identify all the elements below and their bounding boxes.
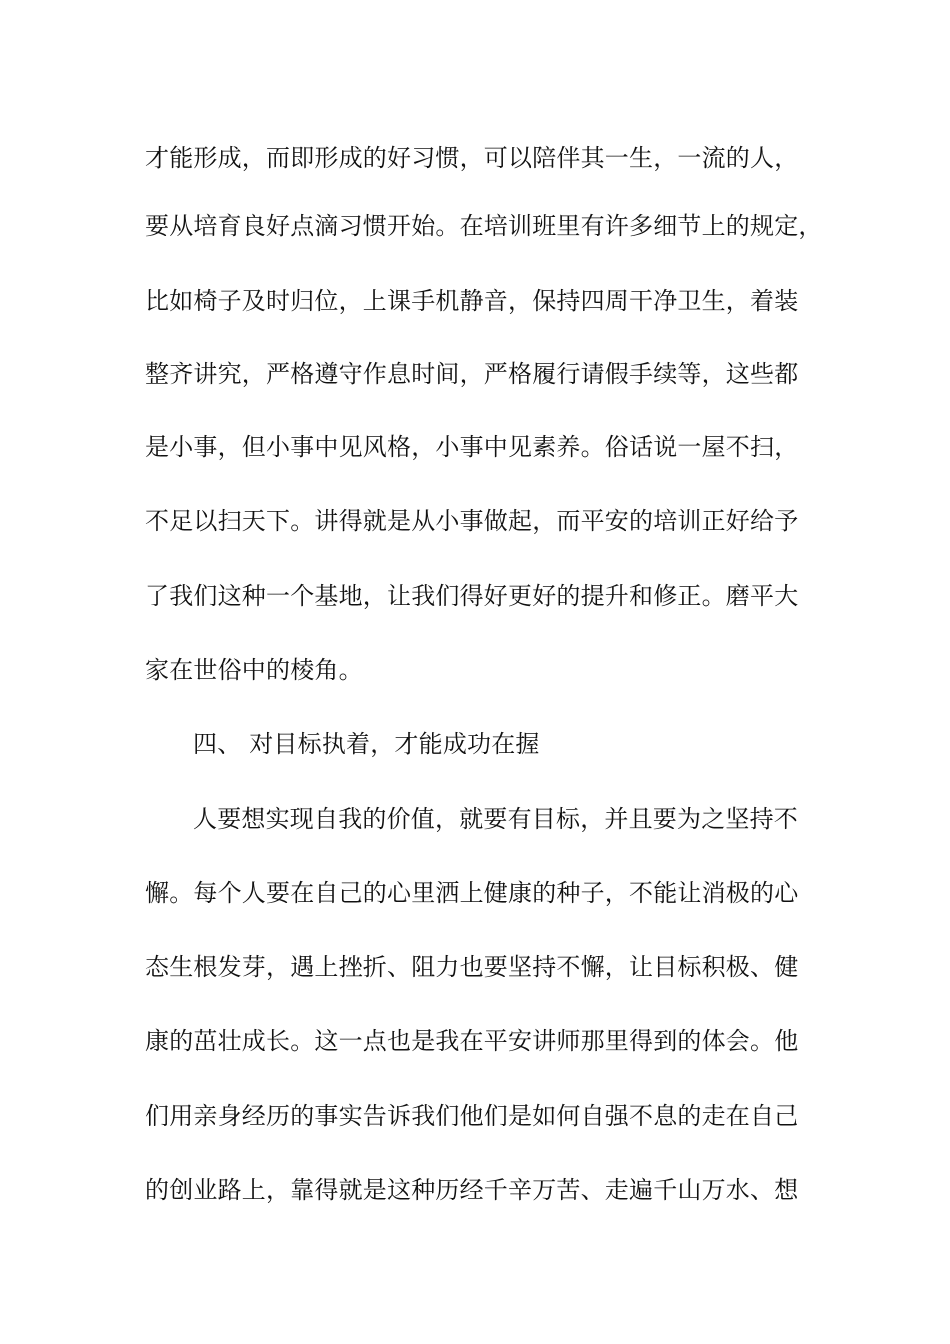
paragraph-line-12: 态生根发芽，遇上挫折、阻力也要坚持不懈，让目标积极、健	[145, 953, 799, 981]
paragraph-line-1: 才能形成，而即形成的好习惯，可以陪伴其一生，一流的人，	[145, 144, 799, 172]
paragraph-line-11: 懈。每个人要在自己的心里洒上健康的种子，不能让消极的心	[145, 879, 799, 907]
paragraph-line-14: 们用亲身经历的事实告诉我们他们是如何自强不息的走在自己	[145, 1102, 799, 1130]
paragraph-line-2: 要从培育良好点滴习惯开始。在培训班里有许多细节上的规定，	[145, 212, 823, 240]
paragraph-line-10: 人要想实现自我的价值，就要有目标，并且要为之坚持不	[193, 805, 798, 833]
paragraph-line-15: 的创业路上，靠得就是这种历经千辛万苦、走遍千山万水、想	[145, 1176, 799, 1204]
section-heading: 四、 对目标执着，才能成功在握	[193, 730, 540, 758]
paragraph-line-4: 整齐讲究，严格遵守作息时间，严格履行请假手续等，这些都	[145, 360, 799, 388]
paragraph-line-7: 了我们这种一个基地，让我们得好更好的提升和修正。磨平大	[145, 582, 799, 610]
paragraph-line-6: 不足以扫天下。讲得就是从小事做起，而平安的培训正好给予	[145, 507, 799, 535]
paragraph-line-3: 比如椅子及时归位，上课手机静音，保持四周干净卫生，着装	[145, 287, 799, 315]
paragraph-line-13: 康的茁壮成长。这一点也是我在平安讲师那里得到的体会。他	[145, 1027, 799, 1055]
paragraph-line-8: 家在世俗中的棱角。	[145, 656, 363, 684]
paragraph-line-5: 是小事，但小事中见风格，小事中见素养。俗话说一屋不扫，	[145, 433, 799, 461]
